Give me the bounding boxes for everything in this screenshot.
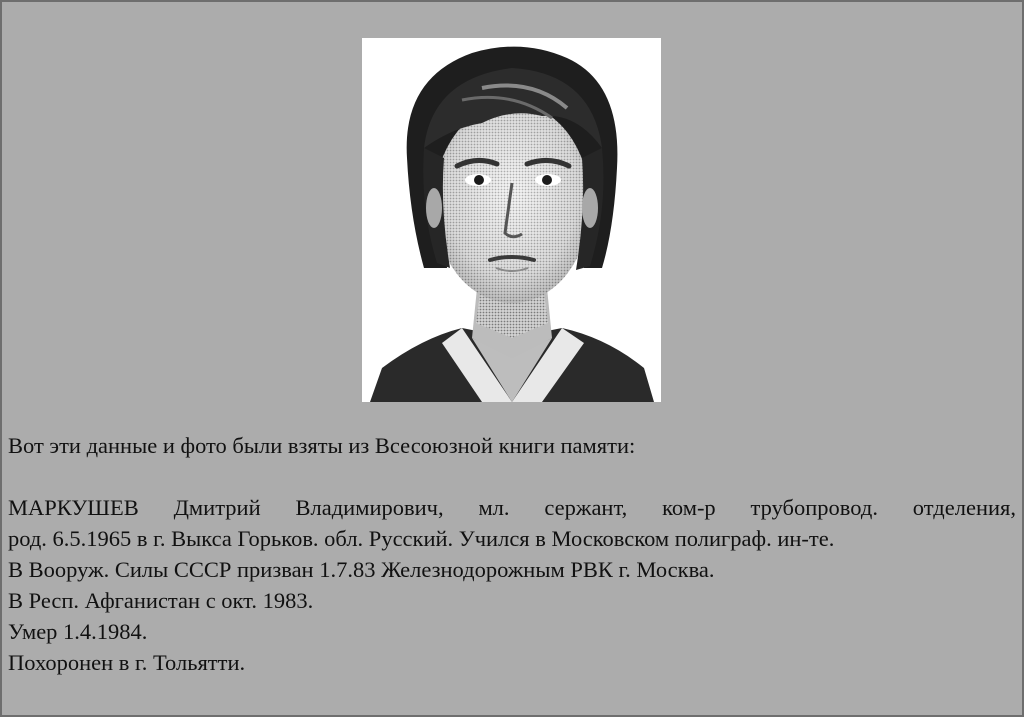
portrait-image: [362, 38, 661, 402]
bio-line: Похоронен в г. Тольятти.: [8, 650, 246, 675]
biography: [8, 492, 1016, 678]
intro-text: Вот эти данные и фото были взяты из Всесоюзной книги памяти:: [8, 433, 636, 458]
bio-line: род. 6.5.1965 в г. Выкса Горьков. обл. Русский. Учился в Московском полиграф. ин-те.: [8, 526, 835, 551]
memorial-text: [8, 430, 1016, 678]
bio-line: В Вооруж. Силы СССР призван 1.7.83 Железнодорожным РВК г. Москва.: [8, 557, 715, 582]
portrait-photo: [362, 38, 661, 402]
bio-line: МАРКУШЕВ Дмитрий Владимирович, мл. сержант, ком-р трубопровод. отделения,: [8, 495, 1016, 520]
bio-line: В Респ. Афганистан с окт. 1983.: [8, 588, 314, 613]
bio-line: Умер 1.4.1984.: [8, 619, 148, 644]
